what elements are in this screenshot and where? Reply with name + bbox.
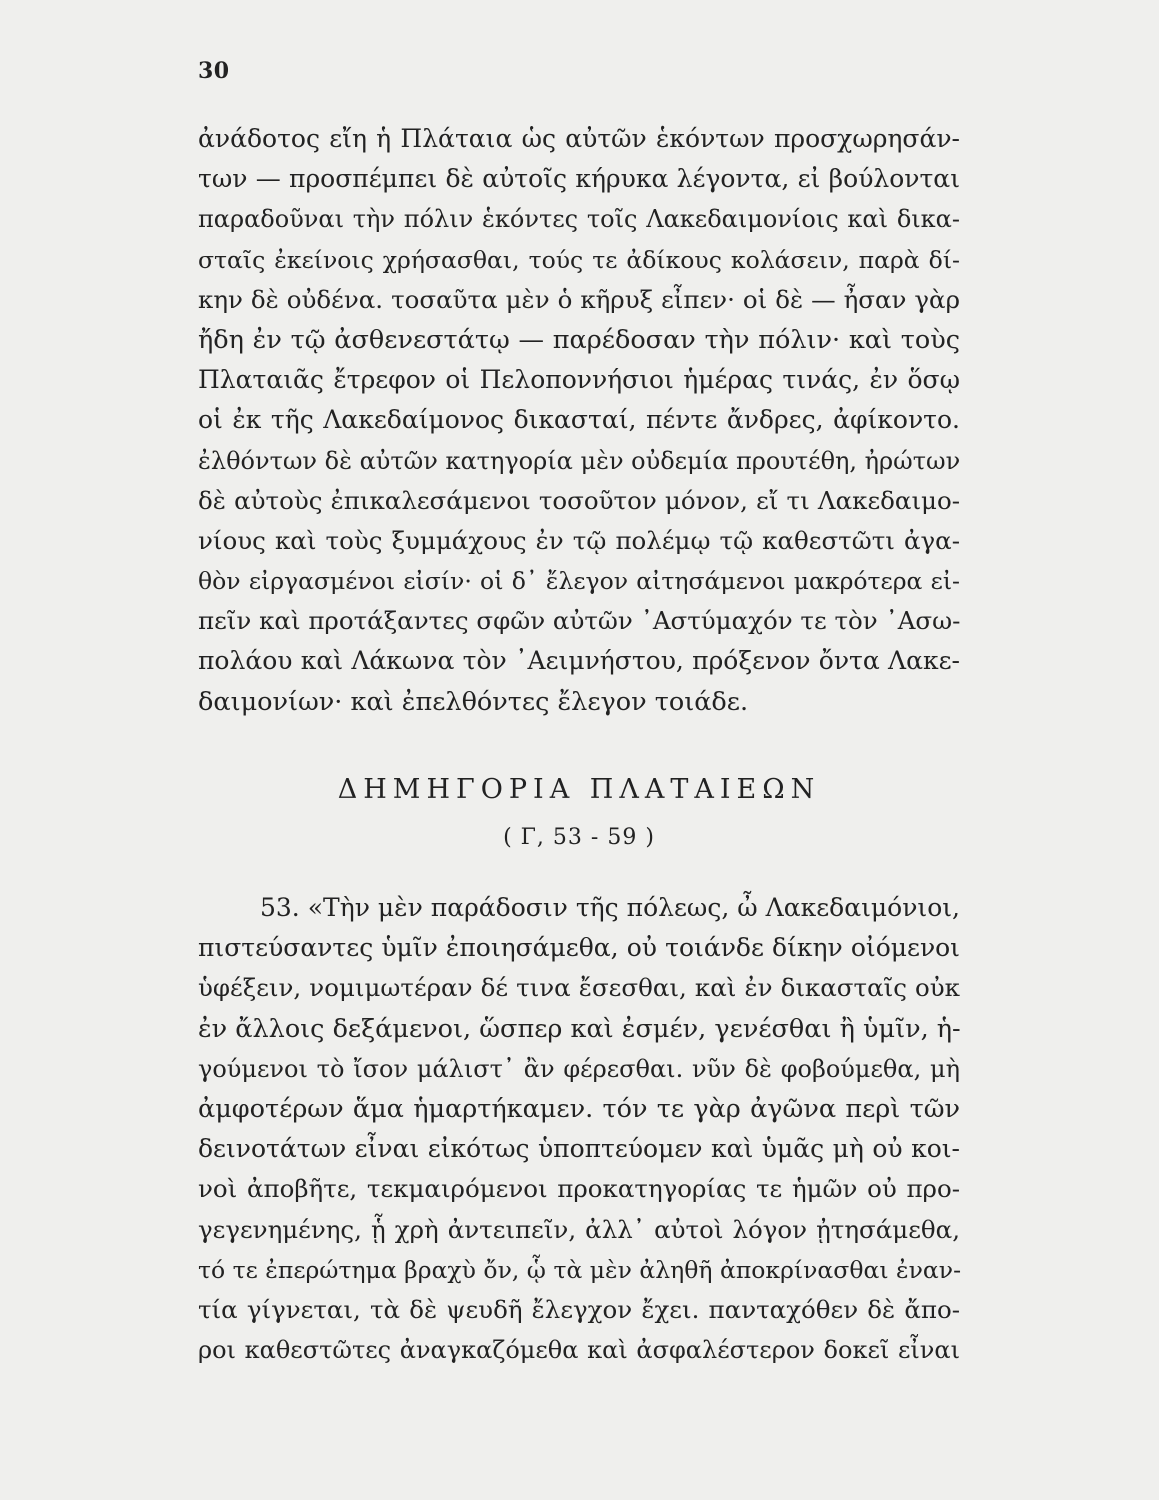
text-line: νίους καὶ τοὺς ξυμμάχους ἐν τῷ πολέμῳ τῷ καθεστῶτι ἀγα- [198, 525, 960, 555]
text-line: νοὶ ἀποβῆτε, τεκμαιρόμενοι προκατηγορίας τε ἡμῶν οὐ προ- [198, 1174, 960, 1204]
text-line: ἤδη ἐν τῷ ἀσθενεστάτῳ — παρέδοσαν τὴν πόλιν· καὶ τοὺς [198, 324, 960, 355]
text-line: πιστεύσαντες ὑμῖν ἐποιησάμεθα, οὐ τοιάνδε δίκην οἰόμενοι [198, 933, 960, 963]
text-line: σταῖς ἐκείνοις χρήσασθαι, τούς τε ἀδίκους κολάσειν, παρὰ δί- [198, 245, 960, 274]
text-line: των — προσπέμπει δὲ αὐτοῖς κήρυκα λέγοντα, εἰ βούλονται [198, 164, 960, 194]
text-line: γεγενημένης, ᾗ χρὴ ἀντειπεῖν, ἀλλ᾽ αὐτοὶ λόγον ᾐτησάμεθα, [198, 1214, 960, 1244]
text-line: τό τε ἐπερώτημα βραχὺ ὄν, ᾧ τὰ μὲν ἀληθῆ ἀποκρίνασθαι ἐναν- [198, 1255, 962, 1284]
text-line: δεινοτάτων εἶναι εἰκότως ὑποπτεύομεν καὶ ὑμᾶς μὴ οὐ κοι- [198, 1134, 960, 1164]
text-line: ἐν ἄλλοις δεξάμενοι, ὥσπερ καὶ ἐσμέν, γενέσθαι ἢ ὑμῖν, ἡ- [198, 1013, 961, 1044]
text-line: γούμενοι τὸ ἴσον μάλιστ᾽ ἂν φέρεσθαι. νῦν δὲ φοβούμεθα, μὴ [198, 1054, 960, 1083]
text-line: οἱ ἐκ τῆς Λακεδαίμονος δικασταί, πέντε ἄνδρες, ἀφίκοντο. [198, 405, 960, 435]
text-line: δὲ αὐτοὺς ἐπικαλεσάμενοι τοσοῦτον μόνον, εἴ τι Λακεδαιμο- [198, 485, 960, 515]
text-line: Πλαταιᾶς ἔτρεφον οἱ Πελοποννήσιοι ἡμέρας τινάς, ἐν ὅσῳ [198, 365, 960, 395]
text-line: ἐλθόντων δὲ αὐτῶν κατηγορία μὲν οὐδεμία προυτέθη, ἠρώτων [198, 446, 961, 475]
text-line: δαιμονίων· καὶ ἐπελθόντες ἔλεγον τοιάδε. [198, 686, 749, 717]
text-line: 53. «Τὴν μὲν παράδοσιν τῆς πόλεως, ὦ Λακεδαιμόνιοι, [260, 893, 960, 922]
text-line: τία γίγνεται, τὰ δὲ ψευδῆ ἔλεγχον ἔχει. πανταχόθεν δὲ ἄπο- [198, 1294, 960, 1324]
text-line: παραδοῦναι τὴν πόλιν ἑκόντες τοῖς Λακεδαιμονίοις καὶ δικα- [198, 205, 960, 234]
text-line: κην δὲ οὐδένα. τοσαῦτα μὲν ὁ κῆρυξ εἶπεν· οἱ δὲ — ἦσαν γὰρ [198, 284, 960, 314]
page-number: 30 [198, 58, 230, 84]
text-line: ροι καθεστῶτες ἀναγκαζόμεθα καὶ ἀσφαλέστερον δοκεῖ εἶναι [198, 1336, 960, 1365]
speech-paragraph [198, 888, 960, 1370]
text-line: ἀνάδοτος εἴη ἡ Πλάταια ὡς αὐτῶν ἑκόντων προσχωρησάν- [198, 124, 960, 153]
text-line: θὸν εἰργασμένοι εἰσίν· οἱ δ᾽ ἔλεγον αἰτησάμενοι μακρότερα εἰ- [198, 567, 960, 596]
text-line: πεῖν καὶ προτάξαντες σφῶν αὐτῶν ᾿Αστύμαχόν τε τὸν ᾿Ασω- [198, 606, 961, 636]
section-heading: ΔΗΜΗΓΟΡΙΑ ΠΛΑΤΑΙΕΩΝ [337, 774, 821, 805]
section-reference: ( Γ, 53 - 59 ) [503, 825, 655, 850]
text-line: ὑφέξειν, νομιμωτέραν δέ τινα ἔσεσθαι, καὶ ἐν δικασταῖς οὐκ [198, 973, 960, 1003]
narrative-paragraph [198, 119, 960, 722]
text-line: ἀμφοτέρων ἅμα ἡμαρτήκαμεν. τόν τε γὰρ ἀγῶνα περὶ τῶν [198, 1093, 960, 1124]
text-line: πολάου καὶ Λάκωνα τὸν ᾿Αειμνήστου, πρόξενον ὄντα Λακε- [198, 646, 960, 676]
